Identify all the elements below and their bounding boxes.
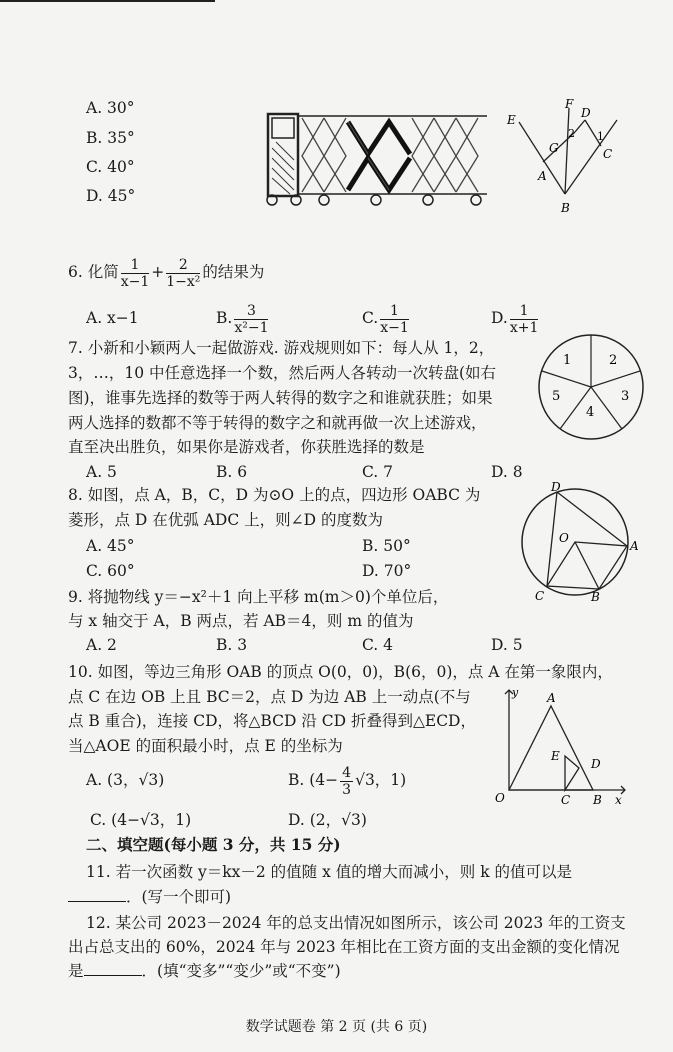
q7-line-5: 直至决出胜负，如果你是游戏者，你获胜选择的数是 [68, 438, 425, 456]
label-2: 2 [568, 127, 575, 140]
q7-option-b[interactable]: B. 6 [216, 463, 248, 481]
wheel-sector-4: 4 [586, 405, 595, 420]
q5-option-a[interactable]: A. 30° [86, 99, 135, 117]
label-e: E [551, 749, 560, 763]
q6-option-a[interactable]: A. x−1 [86, 309, 139, 327]
q8-option-b[interactable]: B. 50° [362, 537, 411, 555]
label-a: A [630, 539, 639, 553]
label-c: C [603, 147, 613, 161]
wheel-sector-3: 3 [621, 389, 630, 404]
wheel-sector-1: 1 [563, 353, 572, 368]
label-1: 1 [597, 130, 604, 143]
label-g: G [549, 141, 559, 155]
q9-line-2: 与 x 轴交于 A，B 两点，若 AB＝4，则 m 的值为 [68, 612, 414, 630]
label-b: B [561, 201, 570, 215]
q8-option-d[interactable]: D. 70° [362, 562, 412, 580]
q8-option-a[interactable]: A. 45° [86, 537, 135, 555]
q7-line-3: 图)，谁事先选择的数等于两人转得的数字之和谁就获胜；如果 [68, 389, 493, 407]
q6-option-d[interactable] [491, 298, 540, 338]
q6-suffix: 的结果为 [202, 263, 265, 281]
q8-line-1: 8. 如图，点 A，B，C，D 为⊙O 上的点，四边形 OABC 为 [68, 486, 481, 504]
q11-answer-blank[interactable] [68, 887, 126, 902]
label-o: O [495, 791, 505, 805]
q6-b-prefix: B. [216, 309, 233, 327]
q6-c-prefix: C. [362, 309, 379, 327]
q6-d-prefix: D. [491, 309, 508, 327]
q10-b-den: 3 [342, 781, 352, 798]
label-c: C [535, 589, 545, 603]
q10-line-3: 点 B 重合)，连接 CD，将△BCD 沿 CD 折叠得到△ECD， [68, 712, 476, 730]
q6-question [68, 252, 264, 292]
q10-line-1: 10. 如图，等边三角形 OAB 的顶点 O(0，0)，B(6，0)，点 A 在第一象限内， [68, 663, 613, 681]
spinner-wheel [536, 332, 646, 442]
q8-circle-figure [515, 482, 640, 604]
label-d: D [551, 480, 561, 494]
q6-frac1-den: x−1 [120, 273, 150, 290]
label-d: D [591, 757, 601, 771]
q6-c-den: x−1 [380, 319, 409, 336]
q6-fraction-2 [166, 257, 200, 290]
q11-line-1: 11. 若一次函数 y＝kx－2 的值随 x 值的增大而减小，则 k 的值可以是 [86, 863, 573, 881]
q6-fraction-1 [121, 257, 150, 290]
q5-option-d[interactable]: D. 45° [86, 187, 136, 205]
q10-b-prefix: B. (4− [288, 771, 339, 789]
q7-option-a[interactable]: A. 5 [86, 463, 117, 481]
q10-option-d[interactable]: D. (2，√3) [288, 811, 367, 829]
q6-b-den: x²−1 [234, 319, 269, 336]
q12-line-3-prefix: 是 [68, 962, 84, 980]
q12-answer-blank[interactable] [84, 961, 142, 976]
label-e: E [507, 113, 516, 127]
q7-line-1: 7. 小新和小颖两人一起做游戏. 游戏规则如下：每人从 1，2， [68, 339, 495, 357]
q6-c-num: 1 [380, 303, 409, 320]
q7-option-c[interactable]: C. 7 [362, 463, 394, 481]
q12-line-3-suffix: ．(填“变多”“变少”或“不变”) [141, 962, 341, 980]
q7-line-4: 两人选择的数都不等于转得的数字之和就再做一次上述游戏， [68, 414, 487, 432]
label-b: B [591, 590, 600, 604]
q11-line-2-text: ．(写一个即可) [126, 888, 232, 906]
label-f: F [565, 97, 574, 111]
q9-option-a[interactable]: A. 2 [86, 636, 117, 654]
wheel-sector-5: 5 [552, 389, 561, 404]
q8-line-2: 菱形，点 D 在优弧 ADC 上，则∠D 的度数为 [68, 511, 383, 529]
label-b: B [593, 793, 602, 807]
q6-frac2-den: 1−x² [166, 273, 201, 290]
q9-option-c[interactable]: C. 4 [362, 636, 394, 654]
label-c: C [561, 793, 571, 807]
q5-option-b[interactable]: B. 35° [86, 129, 135, 147]
q10-b-num: 4 [342, 764, 352, 781]
q6-option-c[interactable] [362, 298, 411, 338]
q9-line-1: 9. 将抛物线 y＝−x²＋1 向上平移 m(m＞0)个单位后， [68, 588, 449, 606]
q10-option-a[interactable]: A. (3，√3) [86, 771, 165, 789]
q6-frac2-num: 2 [166, 257, 200, 274]
page-footer: 数学试题卷 第 2 页 (共 6 页) [245, 1019, 428, 1035]
top-rule [0, 0, 215, 2]
section-2-heading: 二、填空题(每小题 3 分，共 15 分) [86, 835, 341, 854]
label-a: A [547, 691, 556, 705]
q7-line-2: 3，…，10 中任意选择一个数，然后两人各转动一次转盘(如右 [68, 364, 497, 382]
q6-plus: + [151, 263, 165, 281]
wheel-sector-2: 2 [609, 353, 618, 368]
q10-coordinate-figure [495, 684, 630, 810]
retractable-gate-image [262, 108, 492, 208]
label-o: O [559, 531, 569, 545]
q10-option-b[interactable] [288, 760, 406, 800]
q6-d-num: 1 [510, 303, 539, 320]
q11-line-2 [68, 887, 231, 907]
q9-option-d[interactable]: D. 5 [491, 636, 523, 654]
q6-d-den: x+1 [509, 319, 539, 336]
q5-angle-figure [505, 97, 625, 215]
q9-option-b[interactable]: B. 3 [216, 636, 248, 654]
q12-line-3 [68, 961, 341, 981]
q6-frac1-num: 1 [121, 257, 150, 274]
q12-line-1: 12. 某公司 2023－2024 年的总支出情况如图所示，该公司 2023 年的工资支 [86, 914, 626, 932]
q10-option-c[interactable]: C. (4−√3，1) [90, 811, 192, 829]
label-y: y [512, 686, 519, 699]
q5-option-c[interactable]: C. 40° [86, 158, 135, 176]
label-x: x [615, 793, 622, 807]
q6-prefix: 6. 化简 [68, 263, 119, 281]
q10-line-4: 当△AOE 的面积最小时，点 E 的坐标为 [68, 737, 343, 755]
q10-b-suffix: √3，1) [355, 771, 407, 789]
q8-option-c[interactable]: C. 60° [86, 562, 135, 580]
label-d: D [581, 106, 591, 120]
q12-line-2: 出占总支出的 60%，2024 年与 2023 年相比在工资方面的支出金额的变化情况 [68, 938, 620, 956]
q6-b-num: 3 [234, 303, 268, 320]
q7-option-d[interactable]: D. 8 [491, 463, 523, 481]
q6-option-b[interactable] [216, 298, 270, 338]
q10-line-2: 点 C 在边 OB 上且 BC＝2，点 D 为边 AB 上一动点(不与 [68, 688, 471, 706]
label-a: A [538, 169, 547, 183]
